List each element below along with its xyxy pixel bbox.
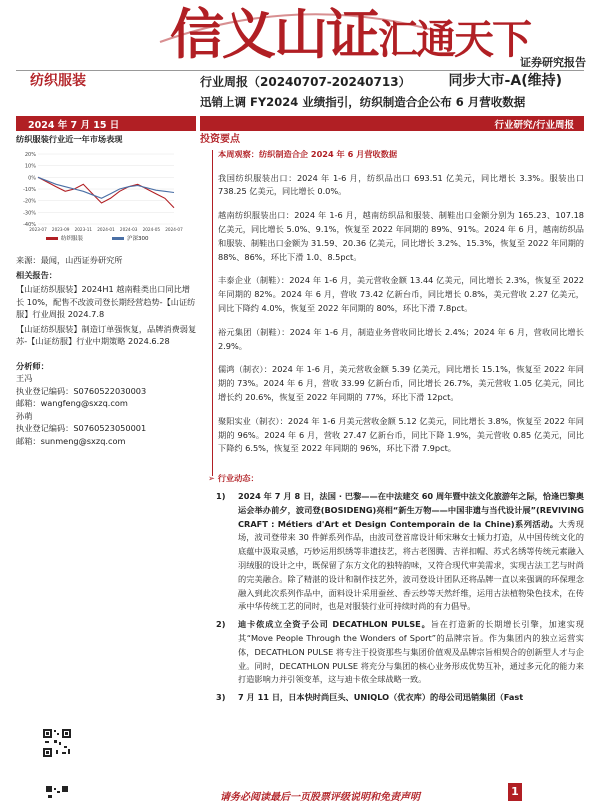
main-content <box>200 133 584 705</box>
qr-code-small-icon <box>46 786 68 800</box>
item-body <box>238 618 584 687</box>
analyst-email[interactable]: 邮箱：sunmeng@sxzq.com <box>16 435 126 446</box>
y-tick-label: -40% <box>23 221 36 228</box>
paragraph: 我国纺织服装出口：2024 年 1-6 月，纺织品出口 693.51 亿美元，同比增长 3.3%。服装出口 738.25 亿美元，同比增长 0.0%。 <box>218 172 584 197</box>
dynamics-list <box>216 490 584 705</box>
y-tick-label: 20% <box>24 151 36 158</box>
brand-logo-text-2: 汇通天下 <box>378 16 530 63</box>
rating-label: 同步大市-A(维持) <box>448 73 562 89</box>
item-body <box>238 691 584 705</box>
left-sidebar <box>16 133 198 447</box>
market-performance-chart <box>16 148 183 248</box>
legend-label: 沪深300 <box>127 235 149 242</box>
analyst-name: 孙萌 <box>16 410 33 421</box>
x-tick-label: 2024-07 <box>165 226 183 232</box>
legend-label: 纺织服装 <box>61 235 84 242</box>
analyst-email[interactable]: 邮箱：wangfeng@sxzq.com <box>16 398 128 408</box>
x-tick-label: 2024-05 <box>142 226 161 232</box>
y-tick-label: 10% <box>24 163 36 170</box>
brand-logo <box>170 0 530 69</box>
related-reports-title: 相关报告： <box>16 269 57 280</box>
item-number: 2) <box>216 619 226 630</box>
page-number: 1 <box>508 783 522 801</box>
section-title: 投资要点 <box>200 134 240 145</box>
report-type: 行业周报（20240707-20240713） <box>200 75 411 89</box>
item-lead: 7 月 11 日，日本快时尚巨头、UNIQLO（优衣库）的母公司迅销集团（Fast <box>238 692 524 703</box>
x-tick-label: 2023-09 <box>51 226 70 232</box>
related-report-link[interactable]: 【山证纺织服装】制造订单强恢复，品牌消费弱复苏-【山证纺服】行业中期策略 2024.6.28 <box>16 323 197 346</box>
analyst-cert: 执业登记编码：S0760523050001 <box>16 423 147 433</box>
qr-code-icon <box>42 728 72 758</box>
item-number: 3) <box>216 692 226 703</box>
dynamics-title: ➢ 行业动态： <box>208 473 259 484</box>
category-bar: 行业研究/行业周报 <box>200 116 584 131</box>
x-tick-label: 2024-03 <box>119 226 138 232</box>
date-bar: 2024 年 7 月 15 日 <box>16 116 196 131</box>
paragraph: 儒鸿（制衣）：2024 年 1-6 月，美元营收金额 5.39 亿美元，同比增长 15.1%，恢复至 2022 年同期的 73%。2024 年 6 月，营收 33.99 亿新台币，同比增长 26.7%，美元营收 1.05 亿美元，同比增长约 20.6%，恢复至 2022 年同期的 77%，环比下滑 12pct。 <box>218 364 584 402</box>
chart-title: 纺织服装行业近一年市场表现 <box>16 134 123 144</box>
analyst-title: 分析师： <box>16 360 49 371</box>
sub-title: 本周观察：纺织制造合企 2024 年 6 月营收数据 <box>218 148 398 159</box>
legend-swatch <box>112 237 124 240</box>
analyst-cert: 执业登记编码：S0760522030003 <box>16 385 147 396</box>
item-number: 1) <box>216 490 226 501</box>
series-line-textile <box>38 177 174 207</box>
y-tick-label: -30% <box>23 209 36 216</box>
item-text: 旨在打造新的长期增长引擎，加速实现其“Move People Through the Wonders of Sport”的品牌宗旨。作为集团内的独立运营实体，DECATHLON PULSE 将专注于投资那些与集团价值观及品牌宗旨相契合的创新型人才与企业。同时，DECATHLON PULSE 将充分与集团的核心业务形成优势互补，通过多元化的能力来打造影响力并引领变革，这与迪卡侬全球战略一致。 <box>238 619 584 685</box>
list-item <box>216 691 584 705</box>
analyst-name: 王冯 <box>16 373 33 383</box>
y-tick-label: -20% <box>23 198 36 205</box>
paragraph: 越南纺织服装出口：2024 年 1-6 月，越南纺织品和服装、制鞋出口金额分别为 165.23、107.18 亿美元，同比增长 5.0%、9.1%，恢复至 2022 年同期的 89%、91%。2024 年 6 月，越南纺织品和服装、制鞋出口金额为 31.59、20.36 亿美元，同比增长 3.2%、15.3%，恢复至 2022 年同期的 88%、86%，环比下滑 1.0、8.5pct。 <box>218 210 584 262</box>
item-text: 大秀现场，波司登带来 30 件鲜系列作品，由波司登首席设计师宋琳女士倾力打造，从中国传统文化的底蕴中汲取灵感，巧妙运用织绣等非遗技艺，将古老图腾、吉祥扣帽、苏式名绣等传统元素融入羽绒服的设计之中，既保留了东方文化的独特韵味，又符合现代审美需求，实现古法工艺与时尚的完美融合。除了精湛的设计和制作技艺外，波司登设计团队还将品牌一直以来强调的环保理念融入到此次系列作品中，面料设计采用蚕丝、香云纱等天然纤维，运用古法植物染色技术，在传承中华传统工艺的同时，也是对服装行业可持续时尚的有力倡导。 <box>238 518 584 612</box>
x-tick-label: 2023-07 <box>29 226 47 232</box>
brand-logo-text: 信义山证 <box>170 2 378 66</box>
paragraph: 丰泰企业（制鞋）：2024 年 1-6 月，美元营收金额 13.44 亿美元，同比增长 2.3%，恢复至 2022 年同期的 82%。2024 年 6 月，营收 73.42 亿新台币，同比增长 0.8%，美元营收 2.27 亿美元，同比下降约 4.0%，恢复至 2022 年同期的 80%，环比下滑 7.8pct。 <box>218 275 584 313</box>
y-tick-label: -10% <box>23 186 36 193</box>
paragraph: 聚阳实业（制衣）：2024 年 1-6 月美元营收金额 5.12 亿美元，同比增长 3.8%，恢复至 2022 年同期的 96%。2024 年 6 月，营收 27.47 亿新台币，同比下降 1.9%，美元营收 0.85 亿美元，同比下降约 6.5%，恢复至 2022 年同期的 96%，环比下滑 7.9pct。 <box>218 415 584 454</box>
footer-disclaimer: 请务必阅读最后一页股票评级说明和免责声明 <box>220 792 420 803</box>
sector-label: 纺织服装 <box>30 73 86 89</box>
dynamics-title-text: 行业动态： <box>217 473 259 484</box>
list-item <box>216 490 584 614</box>
report-headline: 迅销上调 FY2024 业绩指引，纺织制造合企公布 6 月营收数据 <box>200 95 526 109</box>
x-tick-label: 2023-11 <box>74 226 93 232</box>
item-lead: 迪卡侬成立全资子公司 DECATHLON PULSE。 <box>238 619 431 630</box>
list-item <box>216 618 584 687</box>
chart-source: 来源：最闻，山西证券研究所 <box>16 255 123 265</box>
y-tick-label: 0% <box>28 174 36 181</box>
legend-swatch <box>46 237 58 240</box>
item-lead: 2024 年 7 月 8 日，法国 · 巴黎——在中法建交 60 周年暨中法文化旅游年之际，恰逢巴黎奥运会举办前夕，波司登(BOSIDENG)亮相“新生万物——中国非遗与当代设计展”(REVIVING CRAFT : Métiers d'Art et Design Contemporain de la Chine)系列活动。 <box>238 490 584 529</box>
item-body <box>238 490 584 614</box>
x-tick-label: 2024-01 <box>97 226 115 232</box>
related-report-link[interactable]: 【山证纺织服装】2024H1 越南鞋类出口同比增长 10%，配售不改波司登长期经营趋势-【山证纺服】行业周报 2024.7.8 <box>16 284 196 319</box>
brand-subtitle: 证券研究报告 <box>520 56 586 69</box>
paragraph: 裕元集团（制鞋）：2024 年 1-6 月，制造业务营收同比增长 2.4%；2024 年 6 月，营收同比增长 2.9%。 <box>218 326 584 351</box>
